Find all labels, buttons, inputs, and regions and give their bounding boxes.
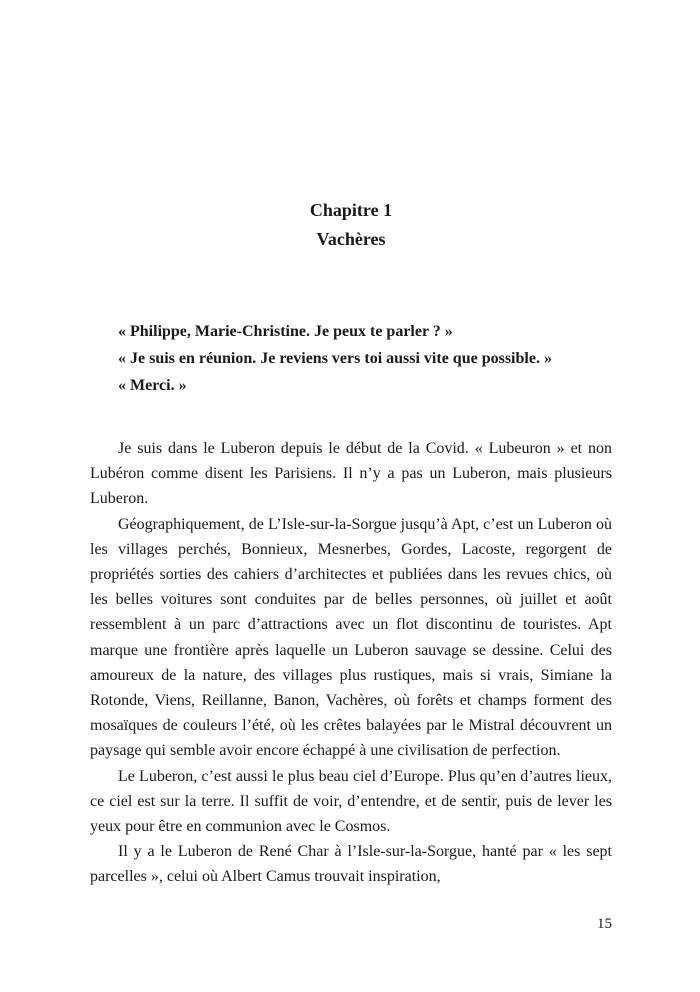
dialogue-block <box>90 318 612 399</box>
dialogue-line-2: « Je suis en réunion. Je reviens vers toi aussi vite que possible. » <box>118 350 552 367</box>
chapter-heading <box>90 0 612 254</box>
paragraph-4: Il y a le Luberon de René Char à l’Isle-sur-la-Sorgue, hanté par « les sept parcelles », celui où Albert Camus trouvait inspiration, <box>90 843 612 886</box>
paragraph-1: Je suis dans le Luberon depuis le début de la Covid. « Lubeuron » et non Lubéron comme disent les Parisiens. Il n’y a pas un Luberon, mais plusieurs Luberon. <box>90 440 612 508</box>
dialogue-line-1: « Philippe, Marie-Christine. Je peux te parler ? » <box>118 323 453 340</box>
dialogue-line-3: « Merci. » <box>118 377 187 394</box>
chapter-name: Vachères <box>316 229 386 249</box>
body-text <box>90 436 612 890</box>
page-number: 15 <box>597 916 612 932</box>
chapter-number: Chapitre 1 <box>309 200 393 220</box>
paragraph-2: Géographiquement, de L’Isle-sur-la-Sorgue jusqu’à Apt, c’est un Luberon où les villages perchés, Bonnieux, Mesnerbes, Gordes, Lacoste, regorgent de propriétés sorties des cahiers d’architectes et publiées dans les revues chics, où les belles voitures sont conduites par de belles personnes, où juillet et août ressemblent à un parc d’attractions avec un flot discontinu de touristes. Apt marque une frontière après laquelle un Luberon sauvage se dessine. Celui des amoureux de la nature, des villages plus rustiques, mais si vrais, Simiane la Rotonde, Viens, Reillanne, Banon, Vachères, où forêts et champs forment des mosaïques de couleurs l’été, où les crêtes balayées par le Mistral découvrent un paysage qui semble avoir encore échappé à une civilisation de perfection. <box>90 515 612 760</box>
page-content <box>90 0 612 890</box>
paragraph-3: Le Luberon, c’est aussi le plus beau ciel d’Europe. Plus qu’en d’autres lieux, ce ciel est sur la terre. Il suffit de voir, d’entendre, et de sentir, puis de lever les yeux pour être en communion avec le Cosmos. <box>90 767 612 836</box>
